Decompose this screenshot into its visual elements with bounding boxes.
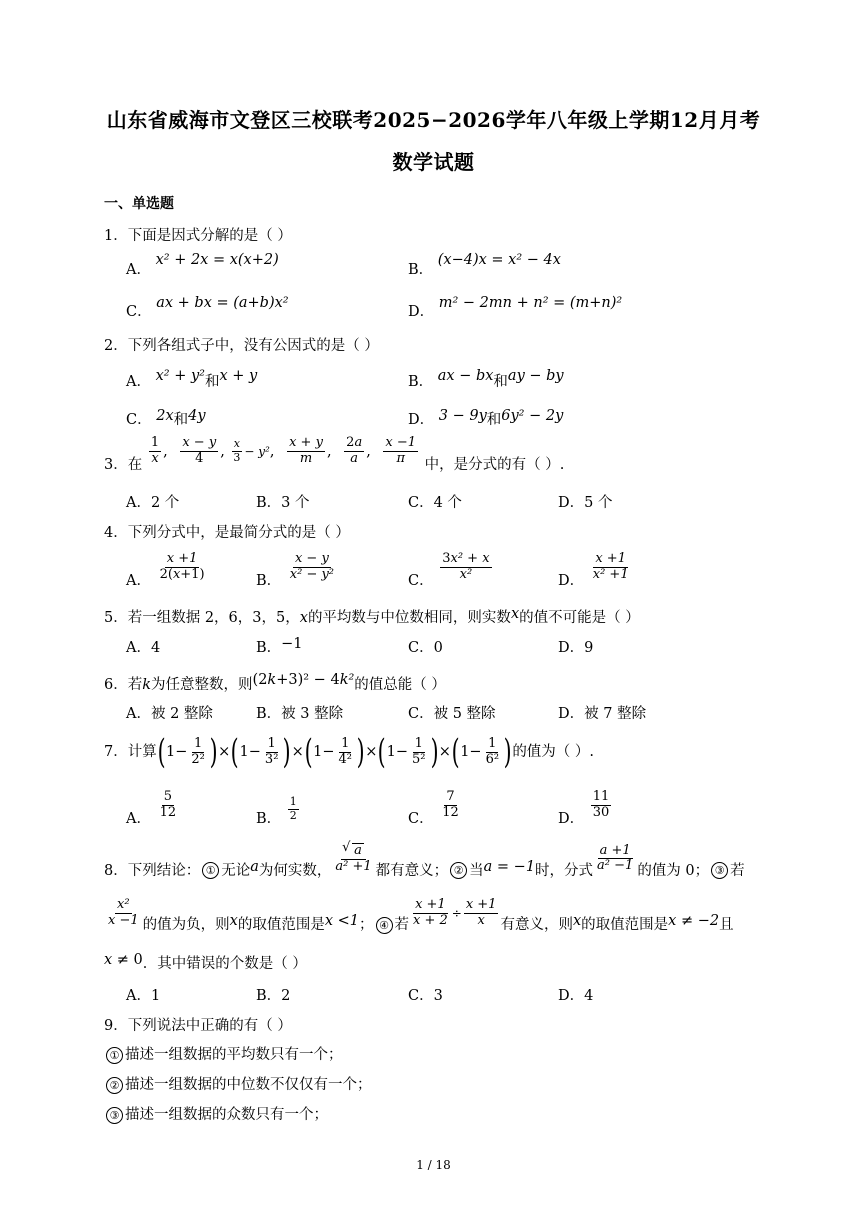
option-label: B． xyxy=(256,811,282,828)
q5-var-x2: x xyxy=(510,606,520,622)
circled-1: ① xyxy=(106,1047,123,1064)
q8-frac-2: $\frac{a +1}{\text{a² −1}}$ xyxy=(597,842,634,874)
question-7-stem xyxy=(104,732,595,772)
q7-c-frac: $\frac{7}{12}$ xyxy=(442,789,459,820)
q4-c-frac: $\frac{\text{3x² + x}}{\text{x²}}$ xyxy=(442,551,490,582)
q8-x-ne-neg2: x ≠ −2 xyxy=(668,913,720,930)
q9-statement-2 xyxy=(104,1073,372,1094)
q7-d-frac: $\frac{11}{30}$ xyxy=(592,789,610,820)
q6-option-a: A．被 2 整除 xyxy=(126,706,213,722)
q1-option-b xyxy=(408,252,561,279)
q7-prefix: 7．计算 xyxy=(104,744,157,760)
q2-c-math2: 4y xyxy=(188,408,206,424)
q6-stem-part2: 为任意整数，则 xyxy=(151,677,253,693)
option-label: A． xyxy=(126,374,151,390)
question-8-line3 xyxy=(104,952,307,973)
option-label: A． xyxy=(126,262,151,278)
circled-2: ② xyxy=(450,862,467,879)
q8-var-x: x xyxy=(229,913,238,930)
option-label: A． xyxy=(126,573,151,590)
option-label: D． xyxy=(558,811,585,828)
q2-option-a xyxy=(126,370,257,391)
q9-s3-text: 描述一组数据的众数只有一个； xyxy=(125,1107,328,1123)
q2-option-d xyxy=(408,408,563,429)
q8-text: 时，分式 xyxy=(535,862,594,879)
q8-text: 都有意义； xyxy=(375,862,449,879)
q5-option-b xyxy=(256,636,303,657)
q8-text: 无论 xyxy=(221,862,251,879)
q4-option-d xyxy=(558,551,633,590)
q3-option-b: B．3 个 xyxy=(256,495,310,511)
q9-statement-1 xyxy=(104,1043,343,1064)
q1-option-a xyxy=(126,252,279,279)
q5-stem-part3: 的值不可能是（ ） xyxy=(519,610,640,626)
q5-option-d: D．9 xyxy=(558,640,594,656)
option-label: D． xyxy=(408,304,435,320)
q1-option-d xyxy=(408,295,623,321)
q2-b-math1: ax − bx xyxy=(437,368,494,384)
q8-option-a: A．1 xyxy=(126,988,161,1004)
option-label: D． xyxy=(558,573,585,590)
q8-x-ne-0: x ≠ 0 xyxy=(104,952,143,968)
circled-3: ③ xyxy=(711,862,728,879)
q5-option-c: C．0 xyxy=(408,640,443,656)
q2-a-math1: x² + y² xyxy=(155,368,205,384)
question-6-stem xyxy=(104,673,446,694)
q5-option-a: A．4 xyxy=(126,640,161,656)
q8-prefix: 8．下列结论： xyxy=(104,862,201,879)
question-8-line1 xyxy=(104,842,745,879)
q8-text: ； xyxy=(359,917,374,934)
q8-frac-4a: $\frac{x +1}{x + 2}$ xyxy=(413,897,448,928)
q9-s2-text: 描述一组数据的中位数不仅仅有一个； xyxy=(125,1077,372,1093)
q4-option-c xyxy=(408,551,494,590)
question-9-stem: 9．下列说法中正确的有（ ） xyxy=(104,1018,292,1034)
q2-a-math2: x + y xyxy=(219,368,258,384)
q8-frac-4b: $\frac{x +1}{x}$ xyxy=(465,897,497,928)
circled-3: ③ xyxy=(106,1107,123,1124)
option-label: B． xyxy=(256,573,282,590)
question-3-stem: 3．在 $\frac{1}{x}$ , $\frac{x - y}{4}$ , $\frac{x}{3}$ − y², $\frac{x + y}{m}$ , $\frac{2a}{a}$ , $\frac{x -1}{\pi}$ 中，是分式的有（ ）. xyxy=(104,435,565,474)
q7-option-b xyxy=(256,795,301,828)
option-label: C． xyxy=(408,811,434,828)
option-label: C． xyxy=(408,573,434,590)
q7-option-a xyxy=(126,789,180,828)
and-word: 和 xyxy=(204,374,220,390)
page-number: 1 / 18 xyxy=(416,1158,451,1172)
q2-d-math1: 3 − 9y xyxy=(438,408,487,424)
question-5-stem xyxy=(104,606,640,627)
question-1-stem: 1．下面是因式分解的是（ ） xyxy=(104,228,292,244)
q7-a-frac: $\frac{5}{12}$ xyxy=(159,789,177,820)
page-title-line2: 数学试题 xyxy=(392,150,475,174)
q3-suffix: 中，是分式的有（ ）. xyxy=(424,457,565,474)
q7-product: (1− $\frac{1}{\text{2²}}$ )×(1− $\frac{1}{\text{3²}}$ )×(1− $\frac{1}{\text{4²}}$ )×(1− $\frac{1}{\text{5²}}$ )×(1− $\frac{1}{\text{6²}}$ ) xyxy=(157,732,512,772)
q5-var-x: x xyxy=(299,610,308,626)
circled-4: ④ xyxy=(376,917,393,934)
q4-d-frac: $\frac{x +1}{\text{x² +1}}$ xyxy=(592,551,629,582)
question-8-line2 xyxy=(104,897,734,934)
option-label: D． xyxy=(408,412,435,428)
q2-c-math1: 2x xyxy=(156,408,174,424)
q8-text: 当 xyxy=(469,862,484,879)
q7-b-frac: $\frac{1}{2}$ xyxy=(289,795,297,822)
q1-option-c xyxy=(126,295,289,321)
q8-option-d: D．4 xyxy=(558,988,594,1004)
q8-text: 若 xyxy=(730,862,745,879)
q5-b-value: −1 xyxy=(281,636,303,652)
q3-expr-5: $\frac{2a}{a}$ xyxy=(346,435,363,466)
q7-option-c xyxy=(408,789,463,828)
q8-text: 若 xyxy=(394,917,409,934)
and-word: 和 xyxy=(486,412,502,428)
q8-text: 的值为负，则 xyxy=(142,917,230,934)
q8-text: 且 xyxy=(719,917,734,934)
section-heading: 一、单选题 xyxy=(104,196,174,212)
q2-d-math2: 6y² − 2y xyxy=(501,408,564,424)
q6-option-c: C．被 5 整除 xyxy=(408,706,496,722)
q6-stem-part3: 的值总能（ ） xyxy=(354,677,446,693)
q3-expr-4: $\frac{x + y}{m}$ xyxy=(289,435,323,466)
q8-text: 的取值范围是 xyxy=(237,917,325,934)
q8-frac-3: $\frac{\text{x²}}{x -1}$ xyxy=(108,897,139,928)
q7-suffix: 的值为（ ）. xyxy=(512,744,595,760)
q8-text: 的取值范围是 xyxy=(581,917,669,934)
q8-option-b: B．2 xyxy=(256,988,291,1004)
q3-expr-3-tail: − y² xyxy=(244,444,270,459)
option-label: C． xyxy=(126,304,152,320)
q8-divide-sign: ÷ xyxy=(451,906,462,921)
option-label: B． xyxy=(256,640,282,656)
q3-option-d: D．5 个 xyxy=(558,495,613,511)
q6-var-k: k xyxy=(142,677,152,693)
q4-option-b xyxy=(256,551,338,590)
q3-option-a: A．2 个 xyxy=(126,495,180,511)
and-word: 和 xyxy=(173,412,189,428)
q6-expression: (2k+3)² − 4k² xyxy=(252,672,355,688)
option-label: A． xyxy=(126,811,151,828)
page-title-line1: 山东省威海市文登区三校联考2025−2026学年八年级上学期12月月考 xyxy=(106,108,761,132)
q3-expr-6: $\frac{x -1}{\pi}$ xyxy=(385,435,417,466)
q6-option-b: B．被 3 整除 xyxy=(256,706,344,722)
option-label: B． xyxy=(408,262,434,278)
q9-statement-3 xyxy=(104,1103,328,1124)
option-label: B． xyxy=(408,374,434,390)
q8-text: 的值为 0； xyxy=(637,862,710,879)
q8-a-eq: a = −1 xyxy=(483,858,536,875)
q4-option-a xyxy=(126,551,209,590)
q1-d-math: m² − 2mn + n² = (m+n)² xyxy=(438,295,623,311)
q8-option-c: C．3 xyxy=(408,988,443,1004)
q9-s1-text: 描述一组数据的平均数只有一个； xyxy=(125,1047,343,1063)
q8-text: 有意义，则 xyxy=(500,917,573,934)
q6-option-d: D．被 7 整除 xyxy=(558,706,647,722)
q1-c-math: ax + bx = (a+b)x² xyxy=(156,295,289,311)
question-4-stem: 4．下列分式中，是最简分式的是（ ） xyxy=(104,525,350,541)
q8-sqrt-frac: √ $\frac{a}{\text{a² +1}}$ xyxy=(333,843,373,875)
q3-expr-1: $\frac{1}{x}$ xyxy=(150,435,160,466)
q3-prefix: 3．在 xyxy=(104,457,143,474)
q8-text: 为何实数， xyxy=(258,862,332,879)
q1-b-math: (x−4)x = x² − 4x xyxy=(437,252,561,268)
q5-stem-part2: 的平均数与中位数相同，则实数 xyxy=(307,610,511,626)
q8-text: ．其中错误的个数是（ ） xyxy=(142,956,307,972)
circled-2: ② xyxy=(106,1077,123,1094)
q4-b-frac: $\frac{x - y}{\text{x² − y²}}$ xyxy=(289,551,335,582)
q8-x-lt-1: x <1 xyxy=(324,913,359,930)
q3-expr-2: $\frac{x - y}{4}$ xyxy=(182,435,217,466)
q2-b-math2: ay − by xyxy=(507,368,564,384)
q1-a-math: x² + 2x = x(x+2) xyxy=(155,252,279,268)
q3-option-c: C．4 个 xyxy=(408,495,462,511)
q3-expr-3: $\frac{x}{3}$ xyxy=(233,437,241,464)
q7-option-d xyxy=(558,789,613,828)
q2-option-b xyxy=(408,370,564,391)
q4-a-frac: $\frac{x +1}{2(x+1)}$ xyxy=(159,551,205,582)
and-word: 和 xyxy=(493,374,508,390)
q8-var-x: x xyxy=(572,913,582,930)
circled-1: ① xyxy=(202,862,219,879)
q5-stem-part1: 5．若一组数据 2，6，3，5， xyxy=(104,610,300,626)
q6-stem-part1: 6．若 xyxy=(104,677,143,693)
option-label: C． xyxy=(126,412,152,428)
q8-var-a: a xyxy=(250,858,259,875)
question-2-stem: 2．下列各组式子中，没有公因式的是（ ） xyxy=(104,338,379,354)
q2-option-c xyxy=(126,408,206,429)
